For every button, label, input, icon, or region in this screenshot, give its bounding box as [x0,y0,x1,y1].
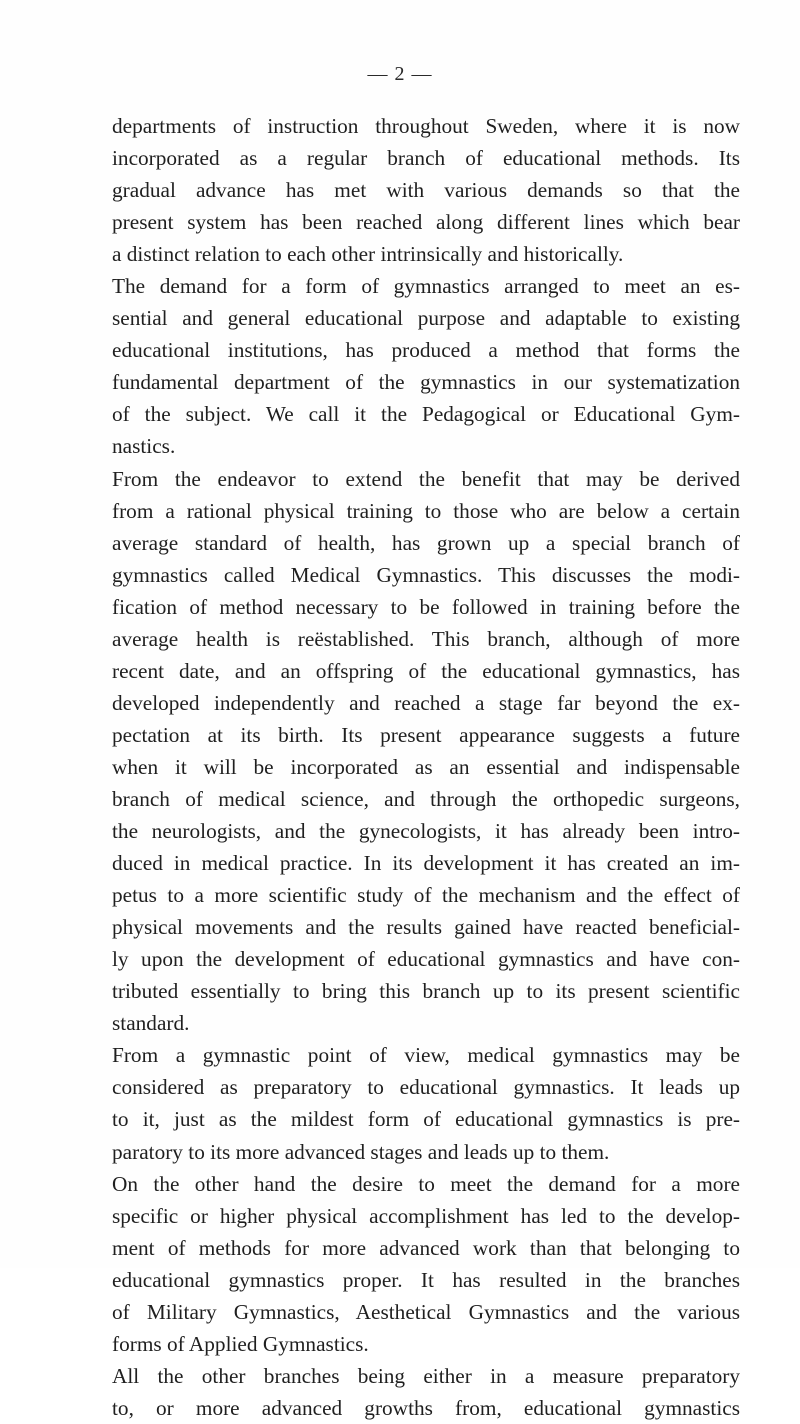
text-line: when it will be incorporated as an essential and indispensable [112,754,740,779]
text-line: ly upon the development of educational gymnastics and have con- [112,947,740,972]
text-line: considered as preparatory to educational gymnastics. It leads up [112,1075,740,1100]
text-line: forms of Applied Gymnastics. [112,1331,369,1356]
text-line: developed independently and reached a stage far beyond the ex- [112,690,740,715]
text-line: the neurologists, and the gynecologists, it has already been intro- [112,819,740,844]
text-line: nastics. [112,434,176,459]
text-line: petus to a more scientific study of the mechanism and the effect of [112,883,740,908]
text-line: The demand for a form of gymnastics arranged to meet an es- [112,274,740,299]
text-line: fication of method necessary to be followed in training before the [112,594,740,619]
text-line: From the endeavor to extend the benefit that may be derived [112,466,740,491]
text-line: ment of methods for more advanced work than that belonging to [112,1235,740,1260]
text-line: educational gymnastics proper. It has resulted in the branches [112,1267,740,1292]
text-line: present system has been reached along different lines which bear [112,210,740,235]
text-line: All the other branches being either in a measure preparatory [112,1363,740,1388]
text-line: educational institutions, has produced a method that forms the [112,338,740,363]
text-line: On the other hand the desire to meet the demand for a more [112,1171,740,1196]
text-line: branch of medical science, and through the orthopedic surgeons, [112,786,740,811]
body-text [112,110,740,1424]
text-line: sential and general educational purpose and adaptable to existing [112,306,740,331]
text-line: of Military Gymnastics, Aesthetical Gymnastics and the various [112,1299,740,1324]
text-line: From a gymnastic point of view, medical gymnastics may be [112,1043,740,1068]
text-line: standard. [112,1011,190,1036]
text-line: duced in medical practice. In its development it has created an im- [112,851,740,876]
text-line: a distinct relation to each other intrinsically and historically. [112,242,624,267]
text-line: of the subject. We call it the Pedagogical or Educational Gym- [112,402,740,427]
text-line: physical movements and the results gained have reacted beneficial- [112,915,740,940]
text-line: departments of instruction throughout Sweden, where it is now [112,114,740,138]
text-line: gradual advance has met with various demands so that the [112,178,740,203]
text-line: average health is reëstablished. This branch, although of more [112,626,740,651]
text-line: incorporated as a regular branch of educational methods. Its [112,146,740,171]
text-line: to it, just as the mildest form of educational gymnastics is pre- [112,1107,740,1132]
text-line: specific or higher physical accomplishment has led to the develop- [112,1203,740,1228]
text-line: gymnastics called Medical Gymnastics. This discusses the modi- [112,562,740,587]
text-line: tributed essentially to bring this branch up to its present scientific [112,979,740,1004]
text-line: pectation at its birth. Its present appearance suggests a future [112,722,740,747]
page-number: — 2 — [367,63,433,85]
text-line: fundamental department of the gymnastics in our systematization [112,370,740,395]
text-line: average standard of health, has grown up a special branch of [112,530,740,555]
text-line: from a rational physical training to those who are below a certain [112,498,740,523]
text-line: paratory to its more advanced stages and leads up to them. [112,1139,610,1164]
text-line: to, or more advanced growths from, educational gymnastics [112,1395,740,1420]
text-line: recent date, and an offspring of the educational gymnastics, has [112,658,740,683]
